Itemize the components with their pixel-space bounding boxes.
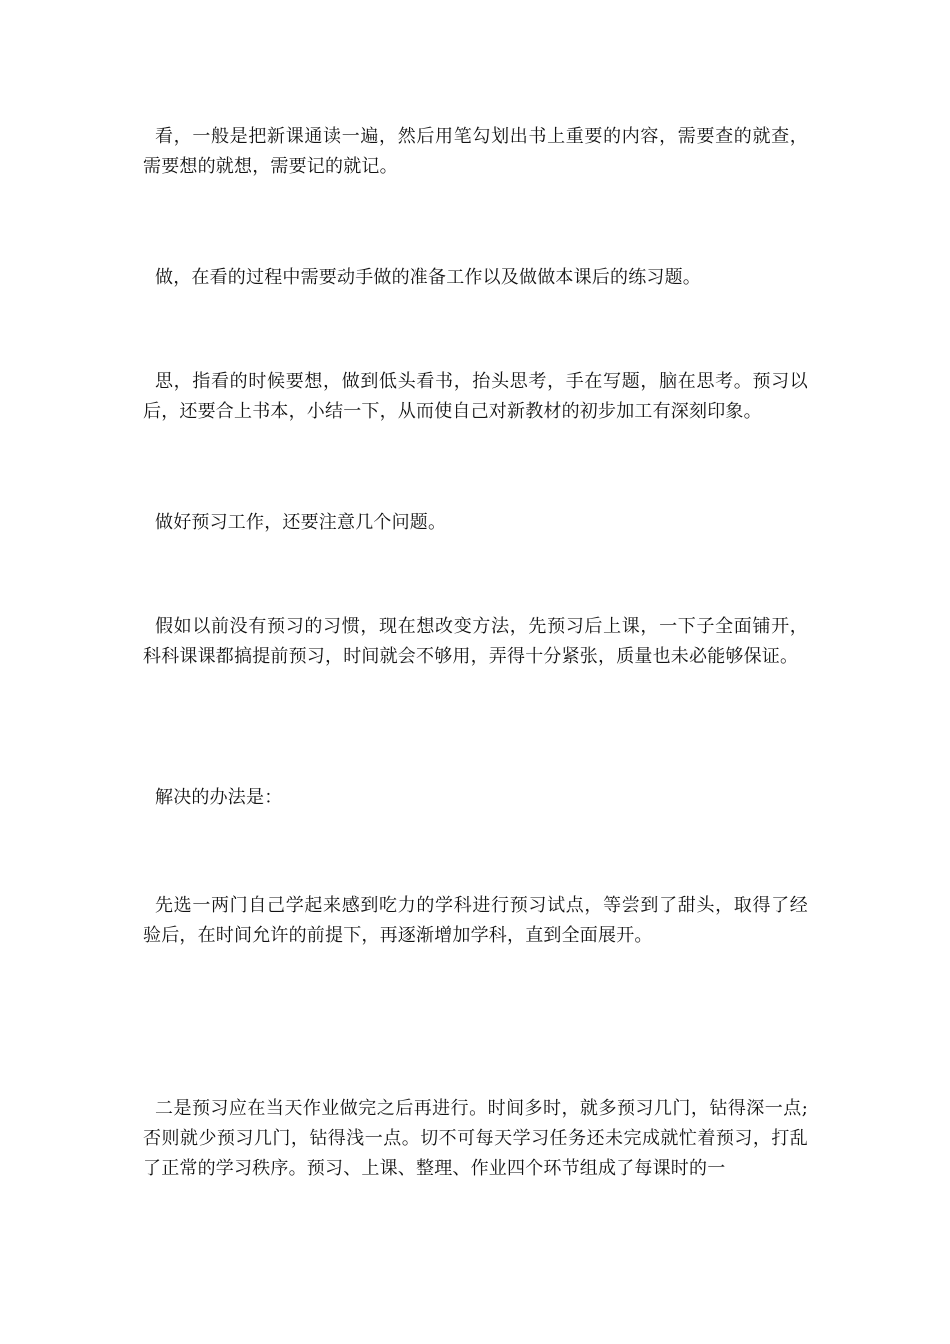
paragraph-solution-two: 二是预习应在当天作业做完之后再进行。时间多时，就多预习几门，钻得深一点;否则就少预习几门，钻得浅一点。切不可每天学习任务还未完成就忙着预习，打乱了正常的学习秩序。预习、上课、整理、作业四个环节组成了每课时的一 — [143, 1098, 808, 1179]
paragraph-look: 看，一般是把新课通读一遍，然后用笔勾划出书上重要的内容，需要查的就查，需要想的就想，需要记的就记。 — [143, 126, 808, 177]
paragraph-solution-one: 先选一两门自己学起来感到吃力的学科进行预习试点，等尝到了甜头，取得了经验后，在时间允许的前提下，再逐渐增加学科，直到全面展开。 — [143, 895, 808, 946]
paragraph-problem: 假如以前没有预习的习惯，现在想改变方法，先预习后上课，一下子全面铺开，科科课课都搞提前预习，时间就会不够用，弄得十分紧张，质量也未必能够保证。 — [143, 616, 808, 667]
paragraph-think: 思，指看的时候要想，做到低头看书，抬头思考，手在写题，脑在思考。预习以后，还要合上书本，小结一下，从而使自己对新教材的初步加工有深刻印象。 — [143, 371, 808, 422]
paragraph-notes-intro: 做好预习工作，还要注意几个问题。 — [155, 512, 447, 533]
paragraph-solution-heading: 解决的办法是： — [155, 787, 283, 808]
paragraph-do: 做，在看的过程中需要动手做的准备工作以及做做本课后的练习题。 — [155, 267, 701, 288]
